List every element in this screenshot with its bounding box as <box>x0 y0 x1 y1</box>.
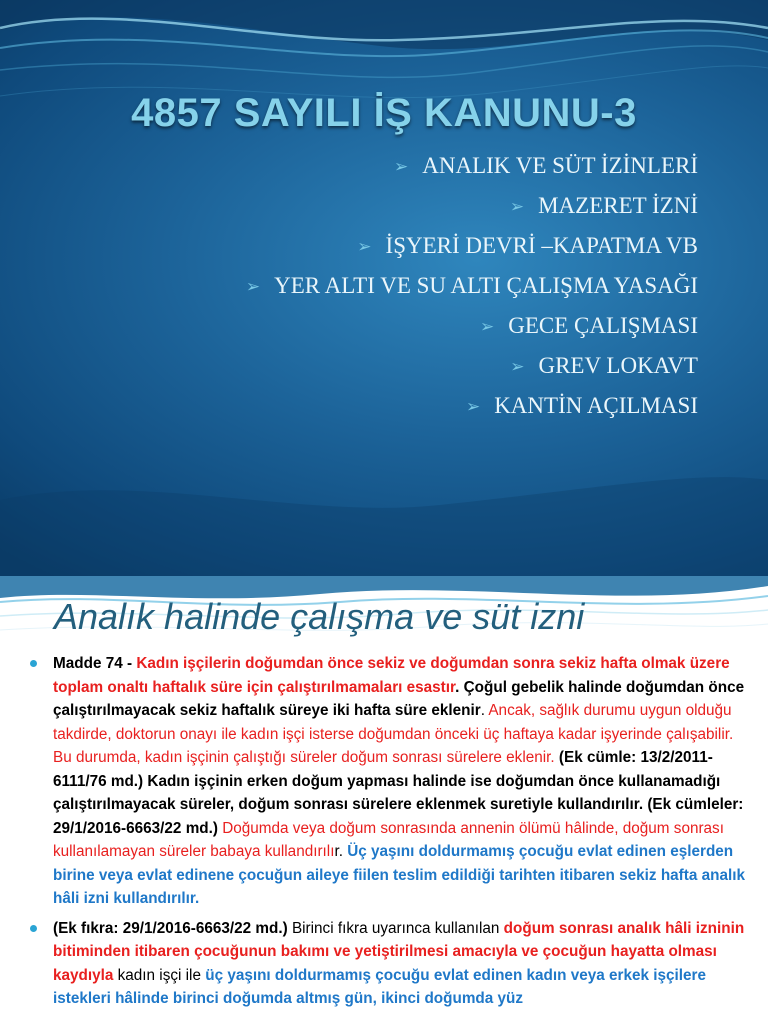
run-plain: . <box>480 702 489 719</box>
list-item <box>28 652 750 911</box>
bullet-dot-icon <box>30 660 37 667</box>
run-red-bold: doğum sonrası analık hâli izninin bitiminden itibaren çocuğunun bakımı ve yetiştirilmesi amacıyla ve çocuğun hayatta olması kaydıyla <box>53 919 745 984</box>
topic-item <box>246 226 698 266</box>
slide-heading: Analık halinde çalışma ve süt izni <box>54 596 585 637</box>
topic-item <box>246 386 698 426</box>
run-blue-bold: Üç yaşını doldurmamış çocuğu evlat edinen eşlerden birine veya evlat edinene çocuğun aileye fiilen teslim edildiği tarihten itibaren sekiz hafta analık hâli izni kullandırılır. <box>53 843 745 907</box>
arrow-bullet-icon: ➢ <box>245 277 261 296</box>
arrow-bullet-icon: ➢ <box>510 357 525 376</box>
content-slide <box>0 576 768 1024</box>
topic-item <box>246 346 698 386</box>
run-red: Ancak, sağlık durumu uygun olduğu takdirde, doktorun onayı ile kadın işçi isterse doğumdan önceki üç haftaya kadar işyerinde çalışabilir. Bu durumda, kadın işçinin çalıştığı süreler doğum sonrası sürelere eklenir. <box>53 702 734 766</box>
slide-title: 4857 SAYILI İŞ KANUNU-3 <box>131 90 637 135</box>
run-bold: (Ek cümle: 13/2/2011-6111/76 md.) Kadın işçinin erken doğum yapması halinde ise doğumdan önce kullanamadığı çalıştırılmayacak süreler, doğum sonrası sürelere eklenmek suretiyle kullandırılır. (Ek cümleler: 29/1/2016-6663/22 md.) <box>53 749 744 837</box>
topic-label: YER ALTI VE SU ALTI ÇALIŞMA YASAĞI <box>274 273 698 298</box>
topic-label: ANALIK VE SÜT İZİNLERİ <box>422 153 698 178</box>
topic-list <box>246 146 698 426</box>
arrow-bullet-icon: ➢ <box>479 317 495 336</box>
run-plain: Birinci fıkra uyarınca kullanılan <box>287 919 504 937</box>
topic-label: GECE ÇALIŞMASI <box>508 313 698 338</box>
topic-item <box>246 306 698 346</box>
arrow-bullet-icon: ➢ <box>465 397 481 416</box>
run-red: Doğumda veya doğum sonrasında annenin ölümü hâlinde, doğum sonrası kullanılamayan süreler babaya kullandırılı <box>53 819 724 860</box>
run-plain: r. <box>334 843 348 860</box>
run-bold: . Çoğul gebelik halinde doğumdan önce çalıştırılmayacak sekiz haftalık süreye iki hafta süre eklenir <box>53 678 745 719</box>
topic-item <box>246 266 698 306</box>
arrow-bullet-icon: ➢ <box>357 237 372 256</box>
topic-label: İŞYERİ DEVRİ –KAPATMA VB <box>385 233 698 258</box>
topic-item <box>246 146 698 186</box>
topic-item <box>246 186 698 226</box>
article-list <box>28 652 750 1017</box>
run-red-bold: Kadın işçilerin doğumdan önce sekiz ve doğumdan sonra sekiz hafta olmak üzere toplam onaltı haftalık süre için çalıştırılmamaları esastır <box>53 655 730 696</box>
arrow-bullet-icon: ➢ <box>509 197 525 216</box>
run-bold: (Ek fıkra: 29/1/2016-6663/22 md.) <box>53 919 288 937</box>
topic-label: GREV LOKAVT <box>538 353 698 378</box>
bullet-dot-icon <box>30 925 37 932</box>
run-blue-bold: üç yaşını doldurmamış çocuğu evlat edinen kadın veya erkek işçilere istekleri hâlinde birinci doğumda altmış gün, ikinci doğumda yüz <box>53 966 706 1007</box>
list-item <box>28 917 750 1011</box>
topic-label: KANTİN AÇILMASI <box>494 393 698 418</box>
run-plain: kadın işçi ile <box>113 966 206 984</box>
run-madde: Madde 74 - <box>53 655 137 672</box>
arrow-bullet-icon: ➢ <box>393 157 409 176</box>
topic-label: MAZERET İZNİ <box>538 193 698 218</box>
